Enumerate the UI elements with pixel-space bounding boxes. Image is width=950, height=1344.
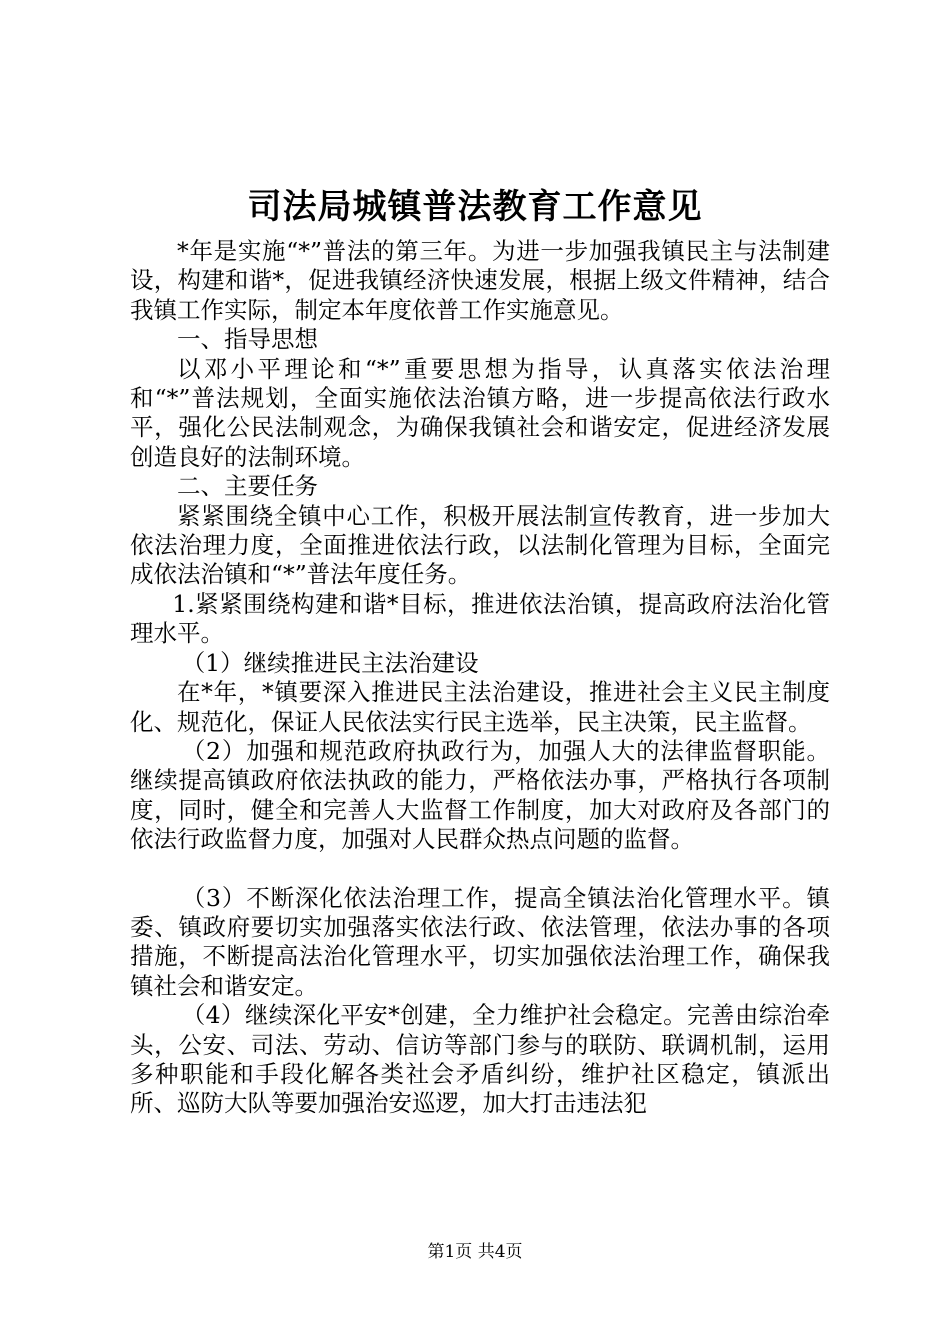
section-heading-guiding-ideology: 一、指导思想: [177, 325, 318, 354]
page-footer: 第1页 共4页: [427, 1242, 523, 1262]
subtask-paragraph-1: 在*年，*镇要深入推进民主法治建设，推进社会主义民主制度化、规范化，保证人民依法实行民主选举，民主决策，民主监督。: [130, 678, 830, 736]
paragraph-gap: [130, 855, 830, 884]
subtask-paragraph-4: （4）继续深化平安*创建，全力维护社会稳定。完善由综治牵头，公安、司法、劳动、信访等部门参与的联防、联调机制，运用多种职能和手段化解各类社会矛盾纠纷，维护社区稳定，镇派出所、巡防大队等要加强治安巡逻，加大打击违法犯: [130, 1001, 830, 1118]
section-heading-main-tasks: 二、主要任务: [177, 472, 318, 501]
intro-paragraph: *年是实施“*”普法的第三年。为进一步加强我镇民主与法制建设，构建和谐*，促进我镇经济快速发展，根据上级文件精神，结合我镇工作实际，制定本年度依普工作实施意见。: [130, 237, 830, 324]
subtask-paragraph-3: （3）不断深化依法治理工作，提高全镇法治化管理水平。镇委、镇政府要切实加强落实依法行政、依法管理，依法办事的各项措施，不断提高法治化管理水平，切实加强依法治理工作，确保我镇社会和谐安定。: [130, 883, 830, 1000]
subtask-paragraph-2: （2）加强和规范政府执政行为，加强人大的法律监督职能。继续提高镇政府依法执政的能力，严格依法办事，严格执行各项制度，同时，健全和完善人大监督工作制度，加大对政府及各部门的依法行政监督力度，加强对人民群众热点问题的监督。: [130, 736, 830, 854]
document-body: [130, 237, 830, 1119]
guiding-ideology-paragraph: 以邓小平理论和“*”重要思想为指导，认真落实依法治理和“*”普法规划，全面实施依法治镇方略，进一步提高依法行政水平，强化公民法制观念，为确保我镇社会和谐安定，促进经济发展创造良好的法制环境。: [130, 354, 830, 471]
main-tasks-paragraph: 紧紧围绕全镇中心工作，积极开展法制宣传教育，进一步加大依法治理力度，全面推进依法行政，以法制化管理为目标，全面完成依法治镇和“*”普法年度任务。: [130, 501, 830, 589]
task-item-1: 1.紧紧围绕构建和谐*目标，推进依法治镇，提高政府法治化管理水平。: [130, 589, 830, 648]
subtask-heading-1: （1）继续推进民主法治建设: [181, 648, 479, 677]
document-title: 司法局城镇普法教育工作意见: [247, 187, 703, 227]
